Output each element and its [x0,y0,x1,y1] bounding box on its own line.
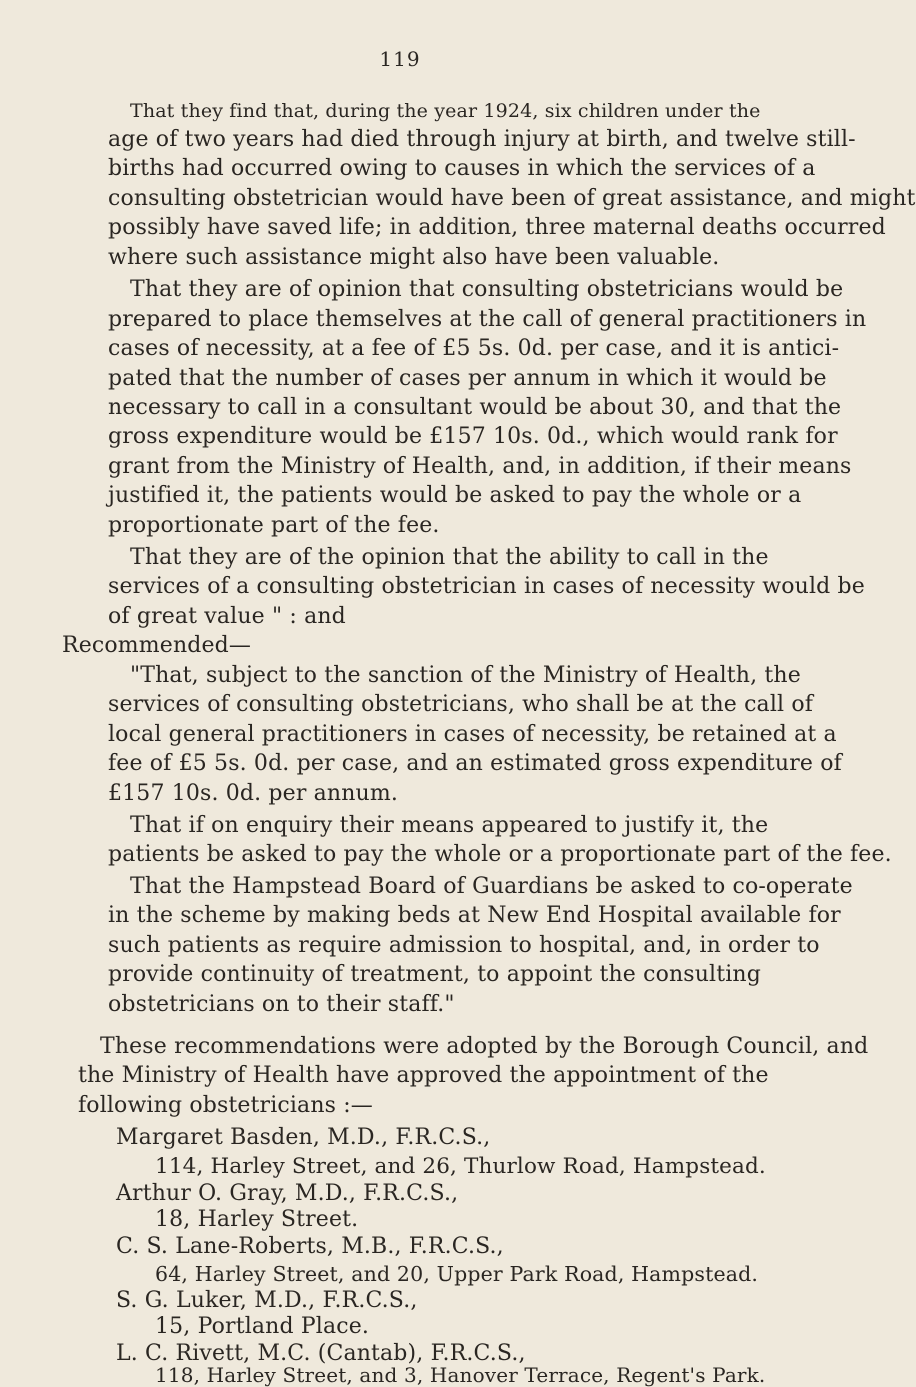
recommendation-1-line-3: local general practitioners in cases of necessity, be retained at a [108,722,837,747]
obstetrician-name-5: L. C. Rivett, M.C. (Cantab), F.R.C.S., [116,1341,526,1366]
page-number: 119 [379,47,421,71]
finding-3-line-3: of great value " : and [108,604,346,629]
obstetrician-address-1: 114, Harley Street, and 26, Thurlow Road, Hampstead. [155,1154,766,1179]
recommendation-2-line-2: patients be asked to pay the whole or a proportionate part of the fee. [108,842,892,867]
finding-2-line-1: That they are of opinion that consulting obstetricians would be [130,277,844,302]
obstetrician-name-1: Margaret Basden, M.D., F.R.C.S., [116,1125,491,1150]
finding-2-line-3: cases of necessity, at a fee of £5 5s. 0d. per case, and it is antici- [108,336,840,361]
finding-1-line-1: That they find that, during the year 1924, six children under the [130,100,761,122]
recommendation-3-line-5: obstetricians on to their staff." [108,992,455,1017]
obstetrician-name-4: S. G. Luker, M.D., F.R.C.S., [116,1288,418,1313]
recommendation-1-line-1: "That, subject to the sanction of the Ministry of Health, the [130,663,801,688]
finding-2-line-9: proportionate part of the fee. [108,513,440,538]
recommendation-1-line-2: services of consulting obstetricians, who shall be at the call of [108,692,814,717]
closing-line-3: following obstetricians :— [78,1093,373,1118]
closing-line-2: the Ministry of Health have approved the appointment of the [78,1063,769,1088]
closing-line-1: These recommendations were adopted by the Borough Council, and [100,1034,869,1059]
finding-2-line-8: justified it, the patients would be asked to pay the whole or a [108,483,802,508]
finding-1-line-3: births had occurred owing to causes in which the services of a [108,156,816,181]
obstetrician-name-3: C. S. Lane-Roberts, M.B., F.R.C.S., [116,1234,504,1259]
finding-2-line-6: gross expenditure would be £157 10s. 0d., which would rank for [108,424,838,449]
recommendation-1-line-4: fee of £5 5s. 0d. per case, and an estimated gross expenditure of [108,751,842,776]
obstetrician-name-2: Arthur O. Gray, M.D., F.R.C.S., [116,1181,459,1206]
recommendation-3-line-2: in the scheme by making beds at New End Hospital available for [108,903,841,928]
finding-1-line-5: possibly have saved life; in addition, three maternal deaths occurred [108,215,886,240]
obstetrician-address-3: 64, Harley Street, and 20, Upper Park Road, Hampstead. [155,1262,759,1286]
recommendation-3-line-1: That the Hampstead Board of Guardians be asked to co-operate [130,874,853,899]
finding-2-line-7: grant from the Ministry of Health, and, in addition, if their means [108,454,852,479]
obstetrician-address-2: 18, Harley Street. [155,1207,359,1232]
finding-2-line-4: pated that the number of cases per annum in which it would be [108,366,827,391]
finding-1-line-4: consulting obstetrician would have been of great assistance, and might [108,186,916,211]
finding-2-line-2: prepared to place themselves at the call of general practitioners in [108,307,867,332]
finding-3-line-1: That they are of the opinion that the ability to call in the [130,545,769,570]
obstetrician-address-4: 15, Portland Place. [155,1314,370,1339]
finding-3-line-2: services of a consulting obstetrician in cases of necessity would be [108,574,865,599]
recommendation-3-line-4: provide continuity of treatment, to appoint the consulting [108,962,761,987]
recommendation-2-line-1: That if on enquiry their means appeared to justify it, the [130,813,769,838]
obstetrician-address-5: 118, Harley Street, and 3, Hanover Terrace, Regent's Park. [155,1363,766,1387]
finding-1-line-2: age of two years had died through injury at birth, and twelve still- [108,127,856,152]
finding-1-line-6: where such assistance might also have been valuable. [108,245,720,270]
recommended-heading: Recommended— [62,633,252,658]
recommendation-3-line-3: such patients as require admission to hospital, and, in order to [108,933,820,958]
finding-2-line-5: necessary to call in a consultant would be about 30, and that the [108,395,842,420]
recommendation-1-line-5: £157 10s. 0d. per annum. [108,781,399,806]
